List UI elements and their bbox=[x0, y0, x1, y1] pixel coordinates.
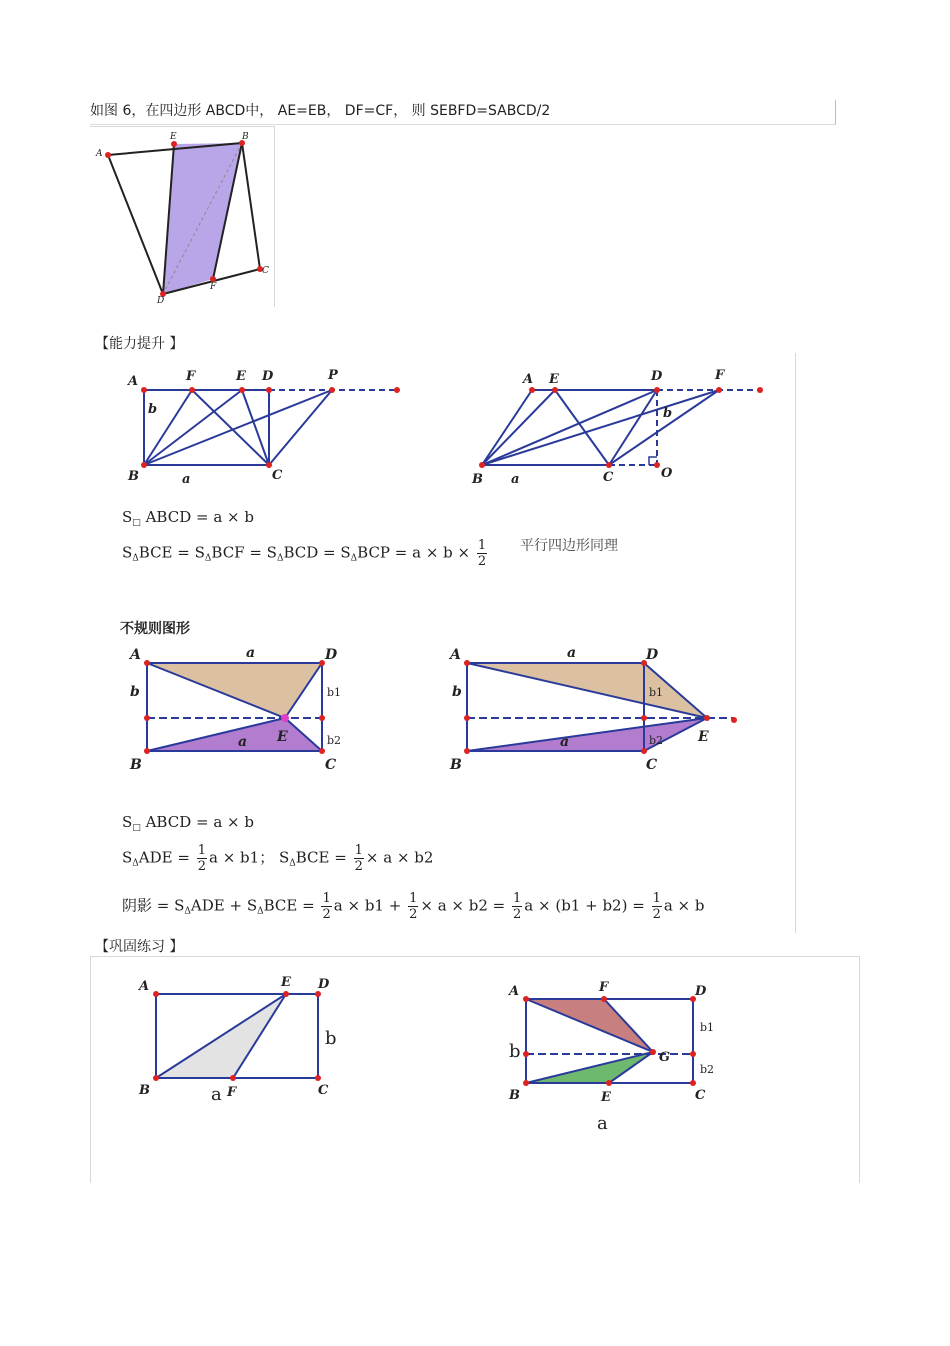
p1-label-F: F bbox=[227, 1085, 237, 1100]
irregular-left-diagram bbox=[122, 641, 362, 776]
ir-label-b2: b2 bbox=[649, 734, 664, 747]
ir-label-E: E bbox=[698, 729, 709, 745]
ar-label-A: A bbox=[523, 372, 534, 387]
al-label-D: D bbox=[262, 369, 274, 384]
p2-label-b2: b2 bbox=[700, 1063, 715, 1076]
figure-6 bbox=[90, 126, 275, 307]
ar-label-E: E bbox=[549, 372, 559, 387]
il-label-B: B bbox=[130, 757, 142, 773]
fig6-label-C: C bbox=[262, 266, 269, 276]
al-label-a: a bbox=[182, 472, 191, 485]
il-label-A: A bbox=[130, 647, 141, 663]
ar-label-B: B bbox=[472, 472, 483, 485]
al-label-E: E bbox=[236, 369, 246, 384]
formula-area-abcd-2: $S_□$ ABCD = a × b bbox=[122, 813, 254, 833]
ability-left-diagram bbox=[122, 365, 422, 485]
ir-label-a-top: a bbox=[567, 645, 577, 661]
al-label-C: C bbox=[272, 468, 283, 483]
intro-text: 如图 6，在四边形 ABCD中， AE=EB， DF=CF， 则 SEBFD=SABCD/2 bbox=[90, 103, 551, 119]
practice-1-diagram bbox=[131, 972, 371, 1102]
il-label-D: D bbox=[325, 647, 338, 663]
section-ability-heading: 【能力提升 】 bbox=[95, 336, 184, 352]
formula-triangles: $S_\Delta BCE = S_\Delta BCF = S_\Delta BCD = S_\Delta BCP = a \times b$ × $\frac{1}{2}$ bbox=[122, 538, 487, 569]
section-practice-heading: 【巩固练习 】 bbox=[95, 939, 184, 955]
ir-label-b1: b1 bbox=[649, 686, 664, 699]
ir-label-a-mid: a bbox=[560, 734, 570, 750]
p1-label-D: D bbox=[318, 977, 330, 992]
p2-label-F: F bbox=[599, 980, 609, 995]
fig6-label-E: E bbox=[170, 132, 177, 142]
ir-label-C: C bbox=[646, 757, 658, 773]
il-label-E: E bbox=[277, 729, 288, 745]
ability-panel bbox=[112, 353, 796, 933]
p2-label-G: G bbox=[659, 1050, 671, 1065]
al-label-b: b bbox=[148, 402, 158, 417]
intro-line bbox=[90, 100, 836, 125]
ar-label-C: C bbox=[603, 470, 614, 485]
p1-label-A: A bbox=[139, 979, 150, 994]
ar-label-b: b bbox=[663, 406, 673, 421]
p2-label-C: C bbox=[695, 1088, 706, 1103]
parallelogram-note: 平行四边形同理 bbox=[520, 538, 618, 554]
il-label-b1: b1 bbox=[327, 686, 342, 699]
formula-ade-bce: $S_\Delta ADE$ = $\frac{1}{2}$ a × b1； $S_\Delta BCE$ = $\frac{1}{2}$ × a × b2 bbox=[122, 843, 434, 874]
p2-label-b1: b1 bbox=[700, 1021, 715, 1034]
il-label-a-top: a bbox=[246, 645, 256, 661]
ir-label-B: B bbox=[450, 757, 462, 773]
ir-label-b: b bbox=[452, 684, 462, 700]
fig6-label-A: A bbox=[96, 149, 103, 159]
ir-label-D: D bbox=[646, 647, 659, 663]
p2-label-b: b bbox=[509, 1041, 521, 1062]
practice-2-diagram bbox=[501, 977, 761, 1137]
p1-label-b: b bbox=[325, 1028, 337, 1049]
al-label-A: A bbox=[128, 374, 139, 389]
p2-label-A: A bbox=[509, 984, 520, 999]
practice-panel bbox=[90, 956, 860, 1183]
p2-label-a: a bbox=[597, 1113, 608, 1134]
irregular-heading: 不规则图形 bbox=[120, 621, 190, 637]
fig6-label-F: F bbox=[210, 282, 217, 292]
il-label-C: C bbox=[325, 757, 337, 773]
il-label-a-mid: a bbox=[238, 734, 248, 750]
formula-shaded: 阴影 = $S_\Delta ADE + S_\Delta BCE$ = $\frac{1}{2}$ a × b1 + $\frac{1}{2}$ × a × b2 = $\frac{1}{2}$ a × (b1 + b2) = $\frac{1}{2}$ a × b bbox=[122, 891, 705, 922]
p2-label-E: E bbox=[601, 1090, 611, 1105]
ar-label-a: a bbox=[511, 472, 520, 485]
il-label-b: b bbox=[130, 684, 140, 700]
fig6-label-D: D bbox=[157, 296, 165, 306]
figure-6-svg bbox=[90, 127, 274, 307]
ar-label-F: F bbox=[715, 368, 725, 383]
p1-label-a: a bbox=[211, 1084, 222, 1102]
p1-label-B: B bbox=[139, 1083, 150, 1098]
irregular-right-diagram bbox=[442, 641, 752, 776]
al-label-P: P bbox=[328, 368, 338, 383]
al-label-F: F bbox=[186, 369, 196, 384]
il-label-b2: b2 bbox=[327, 734, 342, 747]
al-label-B: B bbox=[128, 469, 139, 484]
p2-label-D: D bbox=[695, 984, 707, 999]
p1-label-C: C bbox=[318, 1083, 329, 1098]
p2-label-B: B bbox=[509, 1088, 520, 1103]
ar-label-O: O bbox=[661, 466, 673, 481]
ir-label-A: A bbox=[450, 647, 461, 663]
fig6-label-B: B bbox=[242, 132, 249, 142]
ar-label-D: D bbox=[651, 369, 663, 384]
formula-area-abcd: $S_□$ ABCD = a × b bbox=[122, 508, 254, 528]
p1-label-E: E bbox=[281, 975, 291, 990]
ability-right-diagram bbox=[467, 365, 787, 485]
